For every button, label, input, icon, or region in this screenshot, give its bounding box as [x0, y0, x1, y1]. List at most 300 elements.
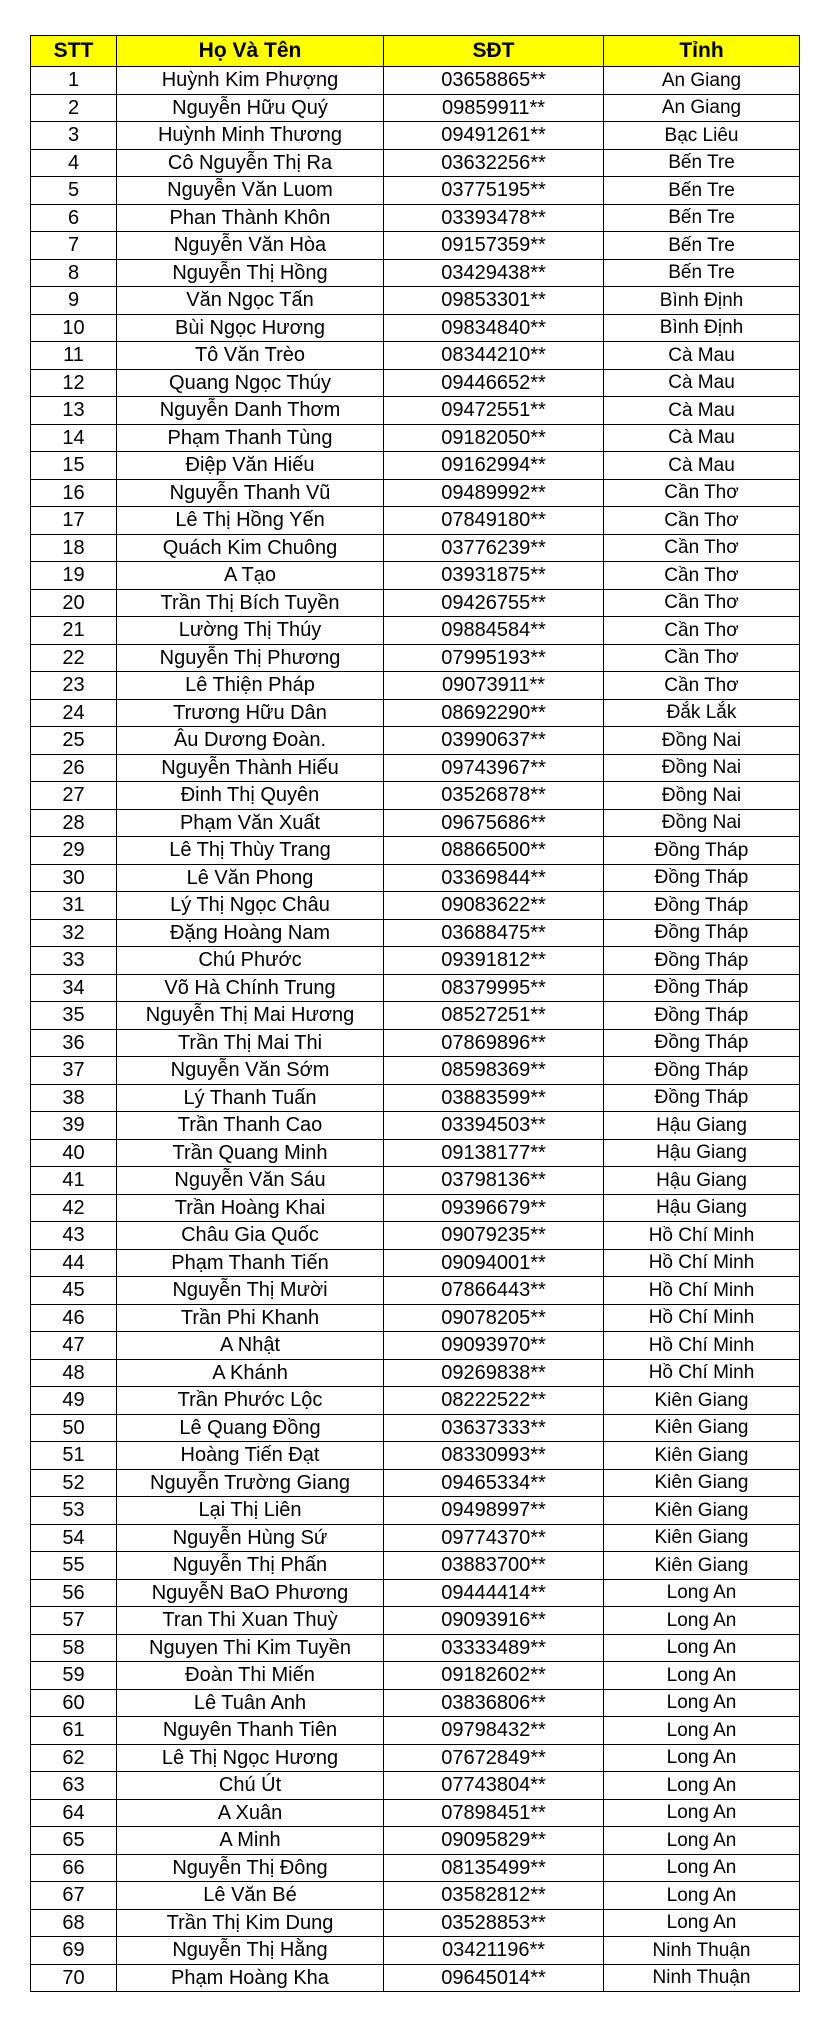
table-row	[31, 1442, 800, 1470]
cell-province: Cà Mau	[604, 397, 800, 425]
cell-province: An Giang	[604, 67, 800, 95]
cell-phone: 09859911**	[384, 94, 604, 122]
table-row	[31, 1579, 800, 1607]
table-row	[31, 1084, 800, 1112]
cell-name: Lê Quang Đồng	[117, 1414, 384, 1442]
table-row	[31, 1607, 800, 1635]
cell-name: Nguyên Thanh Tiên	[117, 1717, 384, 1745]
cell-name: Nguyen Thi Kim Tuyền	[117, 1634, 384, 1662]
cell-province: Hậu Giang	[604, 1167, 800, 1195]
cell-stt: 45	[31, 1277, 117, 1305]
cell-province: Long An	[604, 1579, 800, 1607]
cell-name: Nguyễn Thị Hồng	[117, 259, 384, 287]
cell-phone: 03637333**	[384, 1414, 604, 1442]
cell-province: Đắk Lắk	[604, 699, 800, 727]
cell-phone: 09157359**	[384, 232, 604, 260]
cell-stt: 32	[31, 919, 117, 947]
cell-stt: 55	[31, 1552, 117, 1580]
cell-phone: 07898451**	[384, 1799, 604, 1827]
table-row	[31, 1222, 800, 1250]
cell-phone: 03526878**	[384, 782, 604, 810]
cell-phone: 03836806**	[384, 1689, 604, 1717]
cell-name: Lý Thị Ngọc Châu	[117, 892, 384, 920]
cell-phone: 09079235**	[384, 1222, 604, 1250]
cell-name: Lê Thị Thùy Trang	[117, 837, 384, 865]
cell-province: Hồ Chí Minh	[604, 1277, 800, 1305]
table-row	[31, 479, 800, 507]
cell-phone: 07743804**	[384, 1772, 604, 1800]
cell-province: Đồng Tháp	[604, 1084, 800, 1112]
cell-province: Bạc Liêu	[604, 122, 800, 150]
cell-name: Nguyễn Hữu Quý	[117, 94, 384, 122]
cell-stt: 51	[31, 1442, 117, 1470]
table-row	[31, 1799, 800, 1827]
table-row	[31, 1387, 800, 1415]
cell-stt: 53	[31, 1497, 117, 1525]
table-row	[31, 369, 800, 397]
cell-phone: 09446652**	[384, 369, 604, 397]
cell-province: Hồ Chí Minh	[604, 1222, 800, 1250]
cell-phone: 07672849**	[384, 1744, 604, 1772]
cell-province: Đồng Tháp	[604, 1002, 800, 1030]
cell-name: Đặng Hoàng Nam	[117, 919, 384, 947]
cell-stt: 61	[31, 1717, 117, 1745]
cell-province: Cần Thơ	[604, 534, 800, 562]
table-row	[31, 1662, 800, 1690]
cell-phone: 08330993**	[384, 1442, 604, 1470]
table-row	[31, 1469, 800, 1497]
cell-name: Tran Thi Xuan Thuỳ	[117, 1607, 384, 1635]
cell-name: A Xuân	[117, 1799, 384, 1827]
cell-name: Phạm Thanh Tùng	[117, 424, 384, 452]
cell-phone: 09491261**	[384, 122, 604, 150]
cell-province: Kiên Giang	[604, 1414, 800, 1442]
cell-province: Cà Mau	[604, 369, 800, 397]
cell-stt: 30	[31, 864, 117, 892]
cell-phone: 09426755**	[384, 589, 604, 617]
table-row	[31, 1414, 800, 1442]
cell-name: Cô Nguyễn Thị Ra	[117, 149, 384, 177]
cell-province: Long An	[604, 1827, 800, 1855]
cell-phone: 08344210**	[384, 342, 604, 370]
cell-name: Đinh Thị Quyên	[117, 782, 384, 810]
cell-name: Quang Ngọc Thúy	[117, 369, 384, 397]
table-row	[31, 809, 800, 837]
table-row	[31, 1634, 800, 1662]
cell-stt: 26	[31, 754, 117, 782]
cell-phone: 09444414**	[384, 1579, 604, 1607]
table-row	[31, 94, 800, 122]
cell-province: Bến Tre	[604, 204, 800, 232]
cell-stt: 69	[31, 1937, 117, 1965]
cell-province: Ninh Thuận	[604, 1964, 800, 1992]
cell-province: Long An	[604, 1909, 800, 1937]
cell-phone: 03632256**	[384, 149, 604, 177]
cell-province: Bến Tre	[604, 232, 800, 260]
cell-province: Long An	[604, 1854, 800, 1882]
table-row	[31, 259, 800, 287]
table-row	[31, 1277, 800, 1305]
table-row	[31, 149, 800, 177]
table-row	[31, 782, 800, 810]
cell-stt: 57	[31, 1607, 117, 1635]
table-row	[31, 919, 800, 947]
cell-stt: 48	[31, 1359, 117, 1387]
cell-province: Kiên Giang	[604, 1442, 800, 1470]
cell-name: Lường Thị Thúy	[117, 617, 384, 645]
cell-phone: 08598369**	[384, 1057, 604, 1085]
cell-name: Nguyễn Thị Phương	[117, 644, 384, 672]
cell-stt: 34	[31, 974, 117, 1002]
cell-province: Long An	[604, 1717, 800, 1745]
cell-province: Cần Thơ	[604, 644, 800, 672]
cell-province: Đồng Nai	[604, 754, 800, 782]
cell-stt: 60	[31, 1689, 117, 1717]
cell-name: Châu Gia Quốc	[117, 1222, 384, 1250]
cell-stt: 28	[31, 809, 117, 837]
table-row	[31, 1112, 800, 1140]
cell-stt: 54	[31, 1524, 117, 1552]
cell-phone: 07869896**	[384, 1029, 604, 1057]
table-row	[31, 754, 800, 782]
cell-province: Long An	[604, 1744, 800, 1772]
cell-name: Trần Thị Kim Dung	[117, 1909, 384, 1937]
cell-stt: 15	[31, 452, 117, 480]
table-row	[31, 1332, 800, 1360]
cell-province: Kiên Giang	[604, 1552, 800, 1580]
cell-phone: 07995193**	[384, 644, 604, 672]
cell-stt: 21	[31, 617, 117, 645]
table-row	[31, 287, 800, 315]
cell-stt: 43	[31, 1222, 117, 1250]
cell-phone: 09465334**	[384, 1469, 604, 1497]
cell-name: Lê Thị Ngọc Hương	[117, 1744, 384, 1772]
cell-province: Đồng Tháp	[604, 974, 800, 1002]
cell-name: Lê Văn Bé	[117, 1882, 384, 1910]
table-row	[31, 122, 800, 150]
cell-phone: 03421196**	[384, 1937, 604, 1965]
cell-phone: 09093916**	[384, 1607, 604, 1635]
cell-name: Trần Quang Minh	[117, 1139, 384, 1167]
cell-phone: 09269838**	[384, 1359, 604, 1387]
table-row	[31, 1827, 800, 1855]
cell-stt: 3	[31, 122, 117, 150]
cell-phone: 07849180**	[384, 507, 604, 535]
cell-province: Long An	[604, 1607, 800, 1635]
cell-phone: 09182050**	[384, 424, 604, 452]
table-row	[31, 507, 800, 535]
cell-province: Long An	[604, 1634, 800, 1662]
table-row	[31, 644, 800, 672]
cell-stt: 18	[31, 534, 117, 562]
table-row	[31, 1854, 800, 1882]
cell-phone: 09093970**	[384, 1332, 604, 1360]
cell-province: Cần Thơ	[604, 507, 800, 535]
cell-stt: 24	[31, 699, 117, 727]
winners-table	[30, 35, 800, 1992]
cell-phone: 07866443**	[384, 1277, 604, 1305]
cell-stt: 31	[31, 892, 117, 920]
cell-name: A Khánh	[117, 1359, 384, 1387]
cell-phone: 03798136**	[384, 1167, 604, 1195]
cell-stt: 38	[31, 1084, 117, 1112]
cell-name: Trần Thị Mai Thi	[117, 1029, 384, 1057]
cell-stt: 59	[31, 1662, 117, 1690]
cell-phone: 09138177**	[384, 1139, 604, 1167]
table-row	[31, 727, 800, 755]
cell-name: Huỳnh Kim Phượng	[117, 67, 384, 95]
cell-name: Điệp Văn Hiếu	[117, 452, 384, 480]
cell-province: Bến Tre	[604, 177, 800, 205]
cell-phone: 09083622**	[384, 892, 604, 920]
cell-name: Chú Út	[117, 1772, 384, 1800]
cell-province: Cà Mau	[604, 424, 800, 452]
cell-name: Phạm Hoàng Kha	[117, 1964, 384, 1992]
cell-stt: 68	[31, 1909, 117, 1937]
cell-name: A Tạo	[117, 562, 384, 590]
cell-phone: 09094001**	[384, 1249, 604, 1277]
cell-stt: 66	[31, 1854, 117, 1882]
cell-phone: 09743967**	[384, 754, 604, 782]
cell-province: Hậu Giang	[604, 1139, 800, 1167]
cell-province: Hồ Chí Minh	[604, 1249, 800, 1277]
cell-name: Trần Thanh Cao	[117, 1112, 384, 1140]
table-row	[31, 837, 800, 865]
cell-phone: 09073911**	[384, 672, 604, 700]
cell-stt: 39	[31, 1112, 117, 1140]
cell-phone: 09834840**	[384, 314, 604, 342]
cell-name: Lê Thiện Pháp	[117, 672, 384, 700]
table-row	[31, 1689, 800, 1717]
cell-stt: 16	[31, 479, 117, 507]
cell-name: Lê Tuân Anh	[117, 1689, 384, 1717]
cell-province: Long An	[604, 1882, 800, 1910]
cell-name: Phạm Văn Xuất	[117, 809, 384, 837]
cell-name: Nguyễn Văn Hòa	[117, 232, 384, 260]
cell-name: Nguyễn Thị Đông	[117, 1854, 384, 1882]
header-phone: SĐT	[384, 36, 604, 67]
cell-name: Quách Kim Chuông	[117, 534, 384, 562]
cell-province: Kiên Giang	[604, 1497, 800, 1525]
cell-phone: 03776239**	[384, 534, 604, 562]
cell-province: Đồng Nai	[604, 782, 800, 810]
cell-stt: 22	[31, 644, 117, 672]
cell-stt: 6	[31, 204, 117, 232]
cell-stt: 14	[31, 424, 117, 452]
cell-phone: 08527251**	[384, 1002, 604, 1030]
table-row	[31, 617, 800, 645]
cell-province: Đồng Tháp	[604, 892, 800, 920]
cell-phone: 09645014**	[384, 1964, 604, 1992]
cell-phone: 03429438**	[384, 259, 604, 287]
cell-name: Nguyễn Trường Giang	[117, 1469, 384, 1497]
cell-phone: 08866500**	[384, 837, 604, 865]
cell-name: Lại Thị Liên	[117, 1497, 384, 1525]
cell-name: Nguyễn Thị Phấn	[117, 1552, 384, 1580]
cell-province: Đồng Nai	[604, 809, 800, 837]
table-row	[31, 1304, 800, 1332]
cell-province: Ninh Thuận	[604, 1937, 800, 1965]
table-row	[31, 974, 800, 1002]
cell-phone: 03369844**	[384, 864, 604, 892]
cell-province: Hồ Chí Minh	[604, 1304, 800, 1332]
cell-phone: 03931875**	[384, 562, 604, 590]
cell-province: Bến Tre	[604, 149, 800, 177]
cell-stt: 40	[31, 1139, 117, 1167]
cell-name: Nguyễn Thị Mười	[117, 1277, 384, 1305]
cell-phone: 03883599**	[384, 1084, 604, 1112]
cell-stt: 23	[31, 672, 117, 700]
cell-name: Nguyễn Văn Luom	[117, 177, 384, 205]
cell-province: Đồng Tháp	[604, 837, 800, 865]
cell-phone: 08135499**	[384, 1854, 604, 1882]
cell-stt: 19	[31, 562, 117, 590]
cell-phone: 03582812**	[384, 1882, 604, 1910]
cell-stt: 52	[31, 1469, 117, 1497]
cell-phone: 03688475**	[384, 919, 604, 947]
cell-name: Trương Hữu Dân	[117, 699, 384, 727]
cell-name: Lý Thanh Tuấn	[117, 1084, 384, 1112]
cell-name: Văn Ngọc Tấn	[117, 287, 384, 315]
cell-stt: 12	[31, 369, 117, 397]
cell-stt: 1	[31, 67, 117, 95]
table-row	[31, 67, 800, 95]
table-row	[31, 1744, 800, 1772]
cell-stt: 42	[31, 1194, 117, 1222]
table-row	[31, 1937, 800, 1965]
cell-name: NguyễN BaO Phương	[117, 1579, 384, 1607]
cell-stt: 10	[31, 314, 117, 342]
cell-phone: 09489992**	[384, 479, 604, 507]
cell-phone: 03775195**	[384, 177, 604, 205]
cell-stt: 58	[31, 1634, 117, 1662]
table-row	[31, 1717, 800, 1745]
cell-phone: 09472551**	[384, 397, 604, 425]
cell-stt: 17	[31, 507, 117, 535]
cell-name: Phan Thành Khôn	[117, 204, 384, 232]
table-row	[31, 342, 800, 370]
cell-stt: 37	[31, 1057, 117, 1085]
cell-name: Nguyễn Văn Sớm	[117, 1057, 384, 1085]
cell-stt: 25	[31, 727, 117, 755]
cell-phone: 03333489**	[384, 1634, 604, 1662]
cell-stt: 4	[31, 149, 117, 177]
cell-province: Long An	[604, 1772, 800, 1800]
cell-name: Trần Thị Bích Tuyền	[117, 589, 384, 617]
cell-province: Đồng Tháp	[604, 864, 800, 892]
cell-name: Nguyễn Hùng Sứ	[117, 1524, 384, 1552]
cell-name: Trần Phi Khanh	[117, 1304, 384, 1332]
table-row	[31, 1772, 800, 1800]
cell-province: Kiên Giang	[604, 1469, 800, 1497]
cell-phone: 09078205**	[384, 1304, 604, 1332]
cell-province: Đồng Tháp	[604, 1057, 800, 1085]
table-row	[31, 672, 800, 700]
cell-stt: 29	[31, 837, 117, 865]
cell-phone: 03883700**	[384, 1552, 604, 1580]
cell-phone: 08222522**	[384, 1387, 604, 1415]
cell-province: Cần Thơ	[604, 589, 800, 617]
table-row	[31, 1882, 800, 1910]
cell-phone: 09675686**	[384, 809, 604, 837]
table-row	[31, 1057, 800, 1085]
cell-province: Long An	[604, 1799, 800, 1827]
cell-province: Bình Định	[604, 287, 800, 315]
cell-phone: 08692290**	[384, 699, 604, 727]
table-row	[31, 452, 800, 480]
table-body	[31, 67, 800, 1992]
winners-table-container	[30, 35, 800, 1992]
cell-province: Đồng Tháp	[604, 919, 800, 947]
cell-stt: 13	[31, 397, 117, 425]
cell-name: Nguyễn Thành Hiếu	[117, 754, 384, 782]
cell-province: Hồ Chí Minh	[604, 1359, 800, 1387]
header-stt: STT	[31, 36, 117, 67]
cell-phone: 09853301**	[384, 287, 604, 315]
cell-stt: 27	[31, 782, 117, 810]
cell-stt: 47	[31, 1332, 117, 1360]
cell-name: Đoàn Thi Miến	[117, 1662, 384, 1690]
cell-stt: 33	[31, 947, 117, 975]
cell-name: Huỳnh Minh Thương	[117, 122, 384, 150]
cell-province: Đồng Tháp	[604, 947, 800, 975]
cell-stt: 49	[31, 1387, 117, 1415]
cell-province: Đồng Tháp	[604, 1029, 800, 1057]
table-row	[31, 892, 800, 920]
table-row	[31, 1167, 800, 1195]
cell-stt: 63	[31, 1772, 117, 1800]
cell-stt: 7	[31, 232, 117, 260]
table-row	[31, 534, 800, 562]
cell-stt: 2	[31, 94, 117, 122]
cell-phone: 09095829**	[384, 1827, 604, 1855]
cell-phone: 08379995**	[384, 974, 604, 1002]
cell-stt: 20	[31, 589, 117, 617]
table-row	[31, 424, 800, 452]
cell-name: Nguyễn Thị Mai Hương	[117, 1002, 384, 1030]
cell-phone: 09396679**	[384, 1194, 604, 1222]
cell-phone: 09798432**	[384, 1717, 604, 1745]
cell-name: Nguyễn Văn Sáu	[117, 1167, 384, 1195]
cell-phone: 03528853**	[384, 1909, 604, 1937]
cell-province: Đồng Nai	[604, 727, 800, 755]
cell-stt: 9	[31, 287, 117, 315]
table-row	[31, 1909, 800, 1937]
cell-province: Hậu Giang	[604, 1194, 800, 1222]
cell-phone: 03393478**	[384, 204, 604, 232]
cell-name: Tô Văn Trèo	[117, 342, 384, 370]
table-row	[31, 177, 800, 205]
cell-province: Kiên Giang	[604, 1387, 800, 1415]
table-row	[31, 1497, 800, 1525]
table-row	[31, 864, 800, 892]
table-row	[31, 947, 800, 975]
cell-stt: 8	[31, 259, 117, 287]
cell-name: Hoàng Tiến Đạt	[117, 1442, 384, 1470]
cell-name: Lê Thị Hồng Yến	[117, 507, 384, 535]
cell-province: An Giang	[604, 94, 800, 122]
table-row	[31, 1359, 800, 1387]
table-row	[31, 699, 800, 727]
cell-stt: 50	[31, 1414, 117, 1442]
cell-name: Bùi Ngọc Hương	[117, 314, 384, 342]
cell-province: Cần Thơ	[604, 672, 800, 700]
cell-stt: 35	[31, 1002, 117, 1030]
cell-name: A Nhật	[117, 1332, 384, 1360]
cell-province: Bình Định	[604, 314, 800, 342]
cell-phone: 09391812**	[384, 947, 604, 975]
table-row	[31, 314, 800, 342]
